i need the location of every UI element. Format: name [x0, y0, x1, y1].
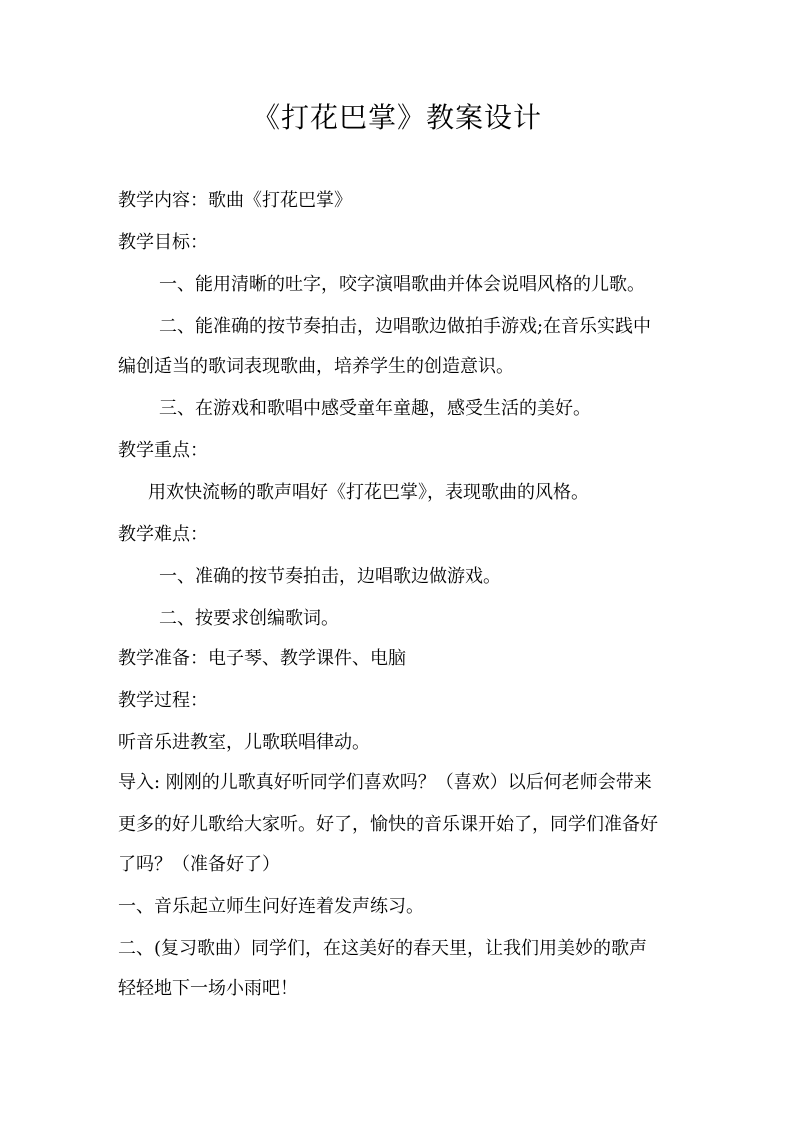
intro-part-3: 了吗？（准备好了） [118, 854, 280, 875]
goal-2-part-1: 二、能准确的按节奏拍击，边唱歌边做拍手游戏;在音乐实践中 [159, 316, 652, 337]
key-point-1: 用欢快流畅的歌声唱好《打花巴掌》，表现歌曲的风格。 [148, 482, 589, 503]
teaching-content-line: 教学内容：歌曲《打花巴掌》 [118, 190, 352, 211]
goal-3: 三、在游戏和歌唱中感受童年童趣，感受生活的美好。 [159, 398, 591, 419]
preparation-line: 教学准备：电子琴、教学课件、电脑 [118, 648, 406, 669]
teaching-goals-heading: 教学目标： [118, 232, 208, 253]
process-step-2-part-2: 轻轻地下一场小雨吧！ [118, 978, 298, 999]
process-step-enter: 听音乐进教室，儿歌联唱律动。 [118, 732, 370, 753]
key-points-heading: 教学重点： [118, 440, 208, 461]
goal-2-part-2: 编创适当的歌词表现歌曲，培养学生的创造意识。 [118, 356, 514, 377]
intro-part-2: 更多的好儿歌给大家听。好了，愉快的音乐课开始了，同学们准备好 [118, 814, 658, 835]
difficulties-heading: 教学难点： [118, 524, 208, 545]
goal-1: 一、能用清晰的吐字，咬字演唱歌曲并体会说唱风格的儿歌。 [159, 274, 645, 295]
process-heading: 教学过程： [118, 690, 208, 711]
difficulty-1: 一、准确的按节奏拍击，边唱歌边做游戏。 [159, 566, 501, 587]
intro-part-1: 导入: 刚刚的儿歌真好听同学们喜欢吗？（喜欢）以后何老师会带来 [118, 772, 652, 793]
process-step-2-part-1: 二、(复习歌曲）同学们，在这美好的春天里，让我们用美妙的歌声 [118, 938, 648, 959]
difficulty-2: 二、按要求创编歌词。 [159, 608, 339, 629]
process-step-1: 一、音乐起立师生问好连着发声练习。 [118, 896, 424, 917]
document-title: 《打花巴掌》教案设计 [251, 101, 542, 134]
